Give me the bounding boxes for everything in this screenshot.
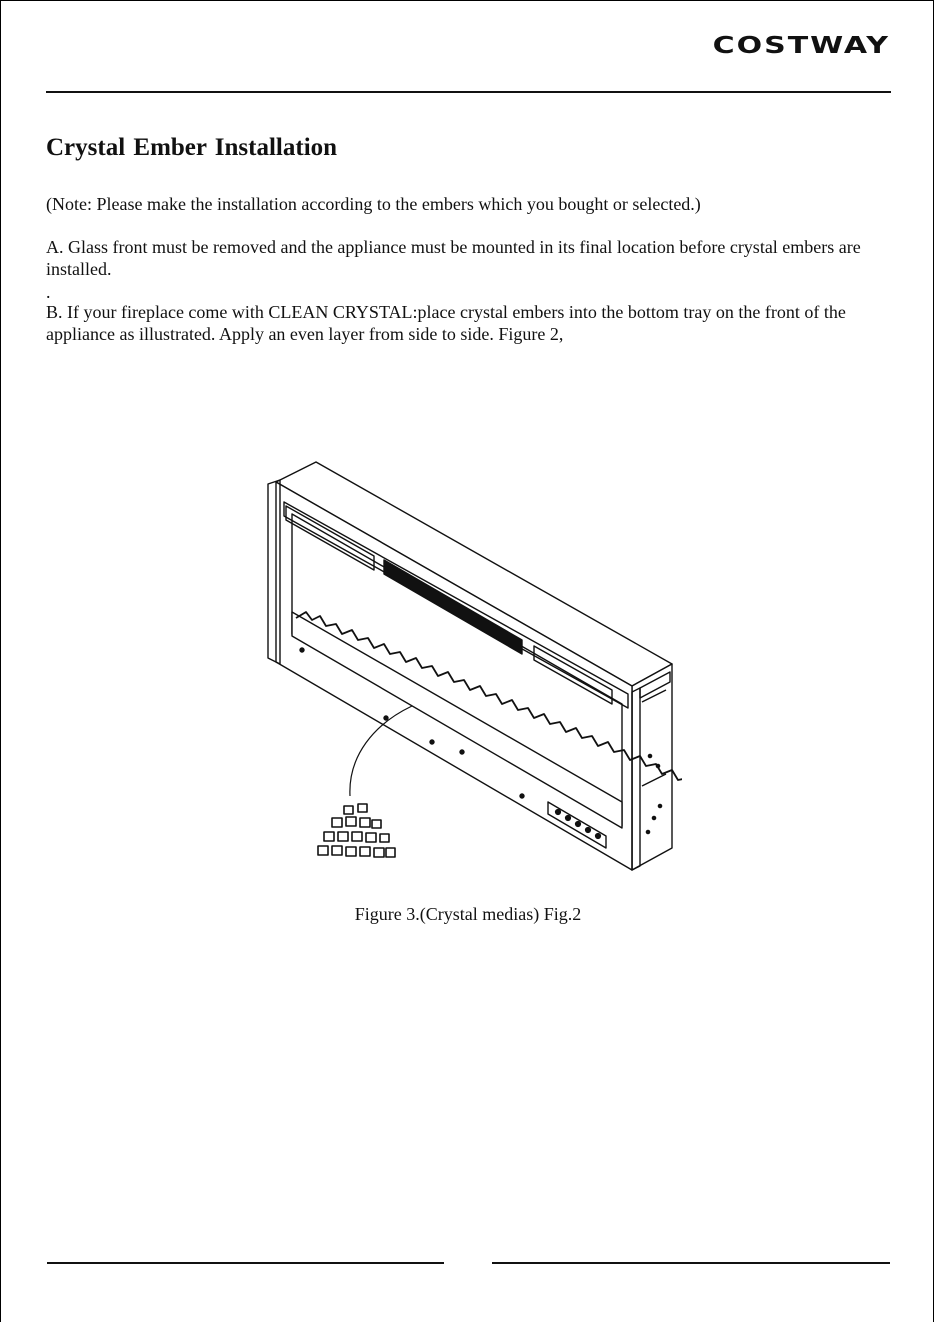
brand-logo: COSTWAY [712,32,890,60]
footer-divider-right [492,1262,890,1264]
separator-dot: . [46,282,51,302]
installation-note: (Note: Please make the installation according to the embers which you bought or selected.) [46,194,701,214]
fireplace-illustration [262,456,682,876]
header-divider [46,91,891,93]
footer-divider-left [47,1262,444,1264]
figure-caption: Figure 3.(Crystal medias) Fig.2 [354,904,582,924]
step-a-text: A. Glass front must be removed and the appliance must be mounted in its final location before crystal embers are installed. [46,237,861,279]
section-title: Crystal Ember Installation [46,134,338,161]
step-b-text: B. If your fireplace come with CLEAN CRYSTAL:place crystal embers into the bottom tray on the front of the appliance as illustrated. Apply an even layer from side to side. Figure 2, [46,302,846,344]
crystal-media-pile [318,804,395,857]
